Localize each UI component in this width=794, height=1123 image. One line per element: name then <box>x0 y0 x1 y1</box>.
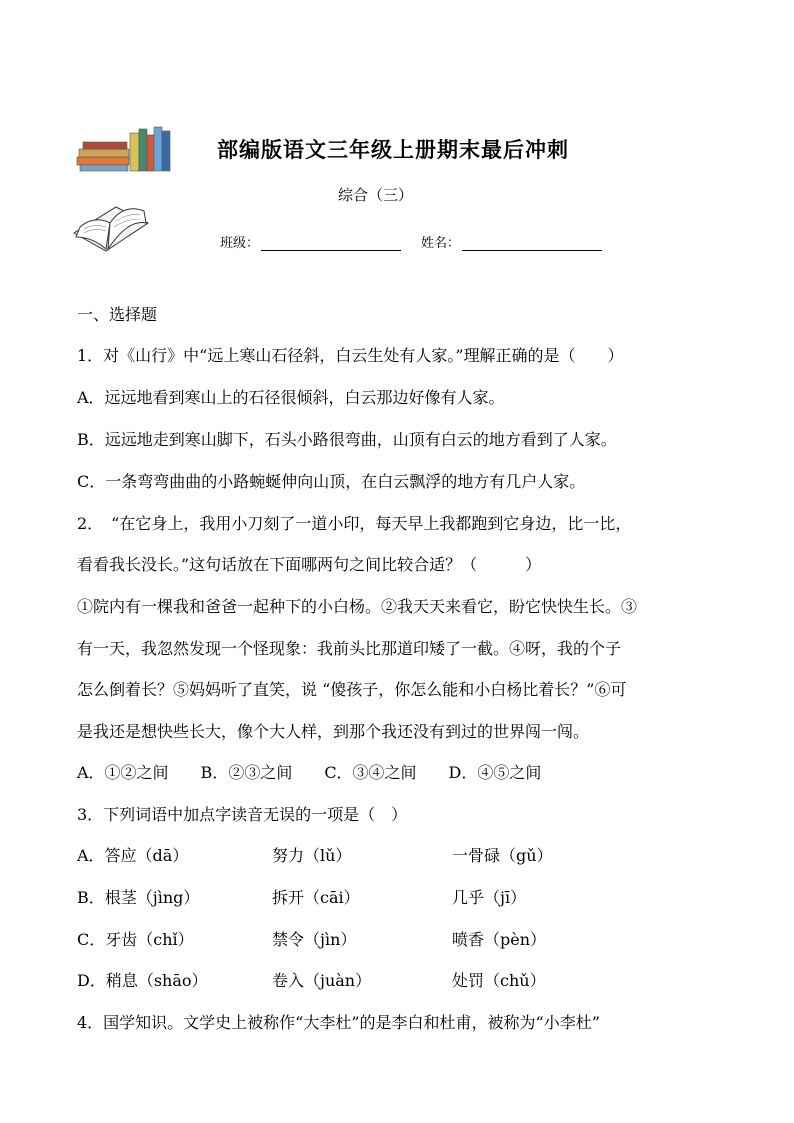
name-field <box>421 232 602 251</box>
question-2-passage-3: 怎么倒着长？⑤妈妈听了直笑，说 “傻孩子，你怎么能和小白杨比着长？”⑥可 <box>77 680 627 699</box>
section-heading: 一、选择题 <box>77 305 158 324</box>
q3-option-d-1: D．稍息（shāo） <box>77 971 208 990</box>
book-stack-icon <box>75 125 175 173</box>
q3-option-d-2: 卷入（juàn） <box>272 971 372 990</box>
question-4-stem: 4．国学知识。文学史上被称作“大李杜”的是李白和杜甫，被称为“小李杜” <box>77 1013 600 1032</box>
question-1-option-b: B．远远地走到寒山脚下，石头小路很弯曲，山顶有白云的地方看到了人家。 <box>77 430 617 449</box>
open-book-icon <box>70 193 152 255</box>
q3-option-c-1: C．牙齿（chǐ） <box>77 930 194 949</box>
question-2-passage-4: 是我还是想快些长大，像个大人样，到那个我还没有到过的世界闯一闯。 <box>77 722 590 741</box>
question-2-line-2: 看看我长没长。”这句话放在下面哪两句之间比较合适？（ ） <box>77 555 542 574</box>
class-field <box>220 232 401 251</box>
page-subtitle: 综合（三） <box>338 186 414 204</box>
q3-option-a-2: 努力（lǔ） <box>272 846 352 865</box>
q3-option-d-3: 处罚（chǔ） <box>452 971 546 990</box>
q3-option-c-2: 禁令（jìn） <box>272 930 357 949</box>
class-label: 班级： <box>220 236 260 251</box>
q3-option-b-3: 几乎（jī） <box>452 888 527 907</box>
question-3-stem: 3．下列词语中加点字读音无误的一项是（ ） <box>77 805 408 824</box>
question-2-options: A．①②之间 B．②③之间 C．③④之间 D．④⑤之间 <box>77 763 542 782</box>
question-1-option-c: C．一条弯弯曲曲的小路蜿蜒伸向山顶，在白云飘浮的地方有几户人家。 <box>77 472 586 491</box>
name-label: 姓名： <box>421 236 461 251</box>
question-2-line-1: 2． “在它身上，我用小刀刻了一道小印，每天早上我都跑到它身边，比一比， <box>77 514 632 533</box>
q3-option-c-3: 喷香（pèn） <box>452 930 547 949</box>
name-input-line[interactable] <box>462 236 602 251</box>
page-title: 部编版语文三年级上册期末最后冲刺 <box>217 137 569 162</box>
q3-option-a-1: A．答应（dā） <box>77 846 189 865</box>
class-input-line[interactable] <box>261 236 401 251</box>
q3-option-b-1: B．根茎（jìng） <box>77 888 200 907</box>
q3-option-a-3: 一骨碌（gǔ） <box>452 846 553 865</box>
question-1-option-a: A．远远地看到寒山上的石径很倾斜，白云那边好像有人家。 <box>77 388 505 407</box>
question-1-stem: 1．对《山行》中“远上寒山石径斜，白云生处有人家。”理解正确的是（ ） <box>77 346 624 365</box>
question-2-passage-2: 有一天，我忽然发现一个怪现象：我前头比那道印矮了一截。④呀，我的个子 <box>77 639 622 658</box>
question-2-passage-1: ①院内有一棵我和爸爸一起种下的小白杨。②我天天来看它，盼它快快生长。③ <box>77 597 638 616</box>
q3-option-b-2: 拆开（cāi） <box>272 888 360 907</box>
